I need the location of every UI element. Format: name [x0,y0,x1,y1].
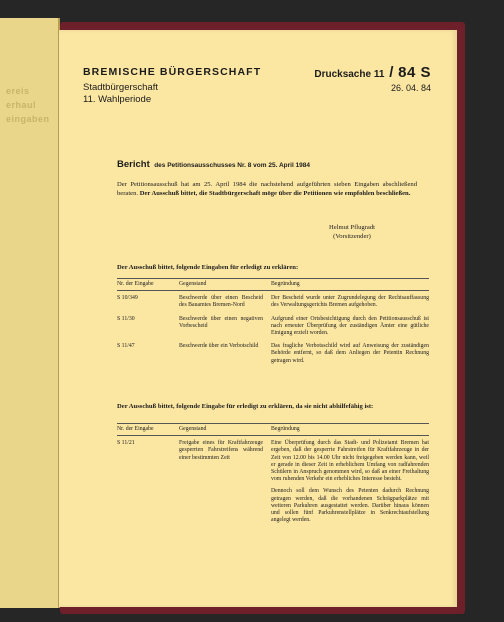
signature-block [329,223,375,241]
drucksache-label: Drucksache 11 [314,69,385,80]
column-header-nr: Nr. der Eingabe [117,281,154,287]
document-reference [314,64,431,93]
previous-page-edge [0,18,60,608]
organization-name: BREMISCHE BÜRGERSCHAFT [83,66,262,78]
petition-number: S 11/30 [117,315,135,322]
drucksache-number: 84 S [398,64,431,81]
report-title-main: Bericht [117,159,150,170]
petition-reason [271,440,429,529]
legislative-period: 11. Wahlperiode [83,94,152,105]
table-row [117,337,429,365]
signature-role: (Vorsitzender) [333,233,371,240]
reason-paragraph: Dennoch soll dem Wunsch des Petenten dadurch Rechnung getragen werden, daß die vorhandenen Schrägparkplätze mit weiteren Parkuhren ausgestattet werden. Darüber hinaus können und sollen fünf Parkuhrenstellplätze in Senkrechtaufstellung angelegt werden. [271,488,429,524]
intro-paragraph [117,180,417,198]
intro-request: Der Ausschuß bittet, die Stadtbürgerschaft möge über die Petitionen wie empfohlen beschließen. [139,190,411,197]
report-title [117,154,310,172]
column-header-reason: Begründung [271,281,300,287]
signature-name: Helmut Pflugradt [329,224,375,231]
petitions-table-2 [117,423,429,529]
section1-heading: Der Ausschuß bittet, folgende Eingaben für erledigt zu erklären: [117,264,299,271]
table-row [117,310,429,338]
table-row [117,291,429,309]
petition-subject: Freigabe eines für Kraftfahrzeuge gesperrten Fahrstreifens während einer bestimmten Zeit [179,440,263,461]
intro-text: Der Petitionsausschuß hat am 25. April 1984 die nachstehend aufgeführten sieben Eingaben abschließend beraten. [117,181,417,197]
column-header-subject: Gegenstand [179,426,207,432]
petition-number: S 10/349 [117,295,138,302]
petition-reason: Aufgrund einer Ortsbesichtigung durch den Petitionsausschuß ist nach erneuter Überprüfung der zuständigen Ämter eine gütliche Einigung erzielt worden. [271,315,429,337]
reason-paragraph: Eine Überprüfung durch das Stadt- und Polizeiamt Bremen hat ergeben, daß der gesperrte Fahrstreifen für Kraftfahrzeuge in der Zeit von 12.00 bis 14.00 Uhr nicht freigegeben werden kann, weil er gerade in dieser Zeit in erheblichem Umfang von radfahrenden Schülern in Anspruch genommen wird, so daß an einer Freihaltung vom ruhenden Verkehr ein erhebliches Interesse besteht. [271,440,429,483]
document-page [59,30,457,607]
petitions-table-1 [117,278,429,365]
petition-number: S 11/21 [117,440,135,447]
ghost-text: eingaben [6,114,50,124]
document-date: 26. 04. 84 [390,83,431,93]
drucksache-slash: / [389,64,394,81]
assembly-name: Stadtbürgerschaft [83,82,158,93]
column-header-subject: Gegenstand [179,281,207,287]
petition-number: S 11/47 [117,343,135,350]
column-header-reason: Begründung [271,426,300,432]
column-header-nr: Nr. der Eingabe [117,426,154,432]
ghost-text: erhaul [6,100,37,110]
petition-subject: Beschwerde über einen negativen Vorbescheid [179,315,263,329]
petition-reason: Der Bescheid wurde unter Zugrundelegung der Rechtsauffassung des Verwaltungsgerichts Bremen aufgehoben. [271,295,429,309]
petition-subject: Beschwerde über einen Bescheid des Bauamtes Bremen-Nord [179,295,263,309]
letterhead [83,66,261,106]
section2-heading: Der Ausschuß bittet, folgende Eingabe für erledigt zu erklären, da sie nicht abhilfefähig ist: [117,403,374,410]
table-header [117,423,429,436]
table-row [117,436,429,529]
petition-subject: Beschwerde über ein Verbotschild [179,343,259,350]
ghost-text: ereis [6,86,30,96]
report-title-sub: des Petitionsausschusses Nr. 8 vom 25. April 1984 [154,162,311,169]
petition-reason: Das fragliche Verbotsschild wird auf Anweisung der zuständigen Behörde entfernt, so daß dem Anliegen der Petentin Rechnung getragen wird. [271,343,429,364]
table-header [117,278,429,291]
